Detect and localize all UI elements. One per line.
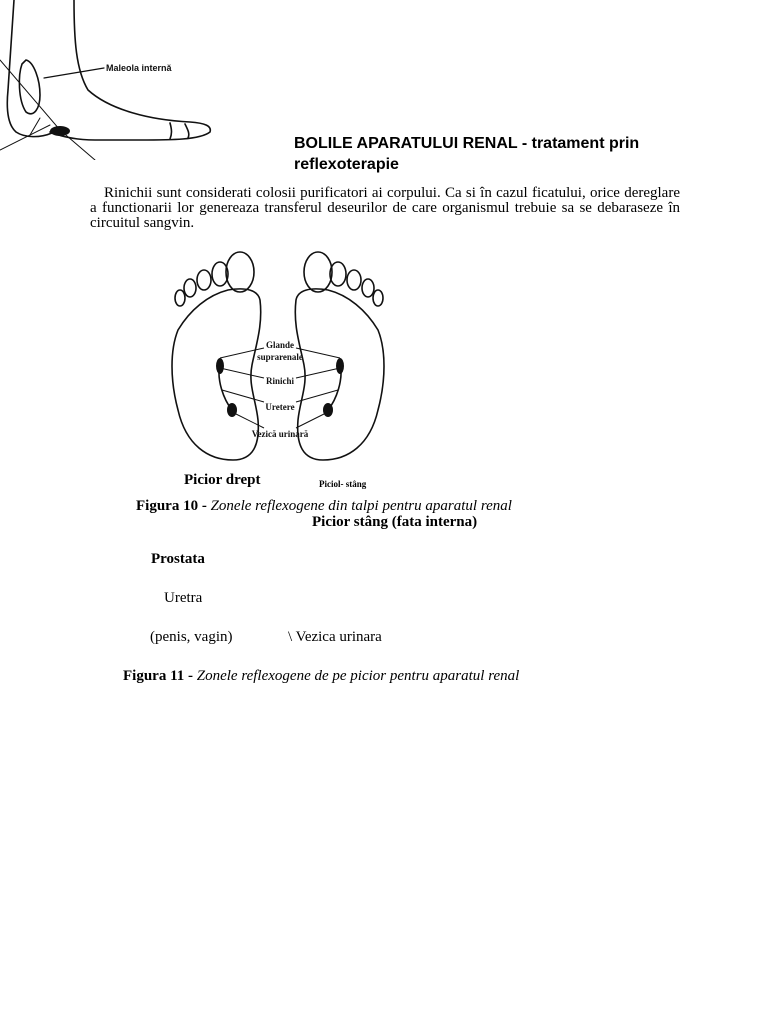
left-bladder-dot	[323, 403, 333, 417]
shin-back-line	[7, 0, 52, 137]
soles-illustration	[168, 250, 400, 472]
figure11-caption-prefix: Figura 11 -	[123, 668, 197, 684]
malleolus-pointer	[44, 68, 104, 78]
foot-side-illustration	[0, 0, 215, 160]
label-prostata: Prostata	[151, 551, 205, 567]
figure10-caption	[136, 498, 512, 515]
right-foot-toe-3	[197, 270, 211, 290]
left-foot-outline	[295, 289, 384, 460]
right-foot-toe-5	[175, 290, 185, 306]
right-kidney-dot	[216, 358, 224, 374]
label-bladder: Vezică urinară	[251, 429, 309, 439]
reflex-zone-dot	[50, 126, 70, 136]
figure11-caption	[123, 668, 519, 685]
figure11-subtitle: Picior stâng (fata interna)	[312, 514, 478, 530]
label-penis-vagin: (penis, vagin)	[150, 629, 233, 645]
left-kidney-dot	[336, 358, 344, 374]
left-foot-toe-5	[373, 290, 383, 306]
figure10-caption-text: Zonele reflexogene din talpi pentru aparatul renal	[210, 498, 512, 514]
left-foot-toe-4	[362, 279, 374, 297]
right-foot-big-toe	[226, 252, 254, 292]
label-ureters: Uretere	[265, 402, 295, 412]
left-foot-label: Piciol- stâng	[319, 479, 367, 489]
figure11-caption-text: Zonele reflexogene de pe picior pentru aparatul renal	[196, 668, 520, 684]
label-vezica: \ Vezica urinara	[288, 629, 382, 645]
page-title: BOLILE APARATULUI RENAL - tratament prin reflexoterapie	[294, 135, 640, 173]
toe-line-2	[170, 123, 172, 139]
label-glands-1: Glande	[265, 340, 295, 350]
right-foot-label: Picior drept	[184, 472, 261, 488]
left-foot-toe-3	[347, 270, 361, 290]
label-kidneys: Rinichi	[265, 376, 295, 386]
right-foot-toe-4	[184, 279, 196, 297]
label-glands-2: suprarenale	[257, 352, 303, 362]
right-bladder-dot	[227, 403, 237, 417]
malleolus-label: Maleola internă	[106, 63, 172, 73]
figure10-caption-prefix: Figura 10 -	[136, 498, 211, 514]
pointer-line-b	[0, 125, 50, 150]
label-uretra: Uretra	[164, 590, 203, 606]
toe-line-1	[185, 124, 189, 138]
left-foot-big-toe	[304, 252, 332, 292]
intro-paragraph: Rinichii sunt considerati colosii purificatori ai corpului. Ca si în cazul ficatului, orice dereglare a functionarii lor genereaza transferul deseurilor de care organismul trebuie sa se debaraseze în circuitul sangvin.	[90, 185, 680, 231]
